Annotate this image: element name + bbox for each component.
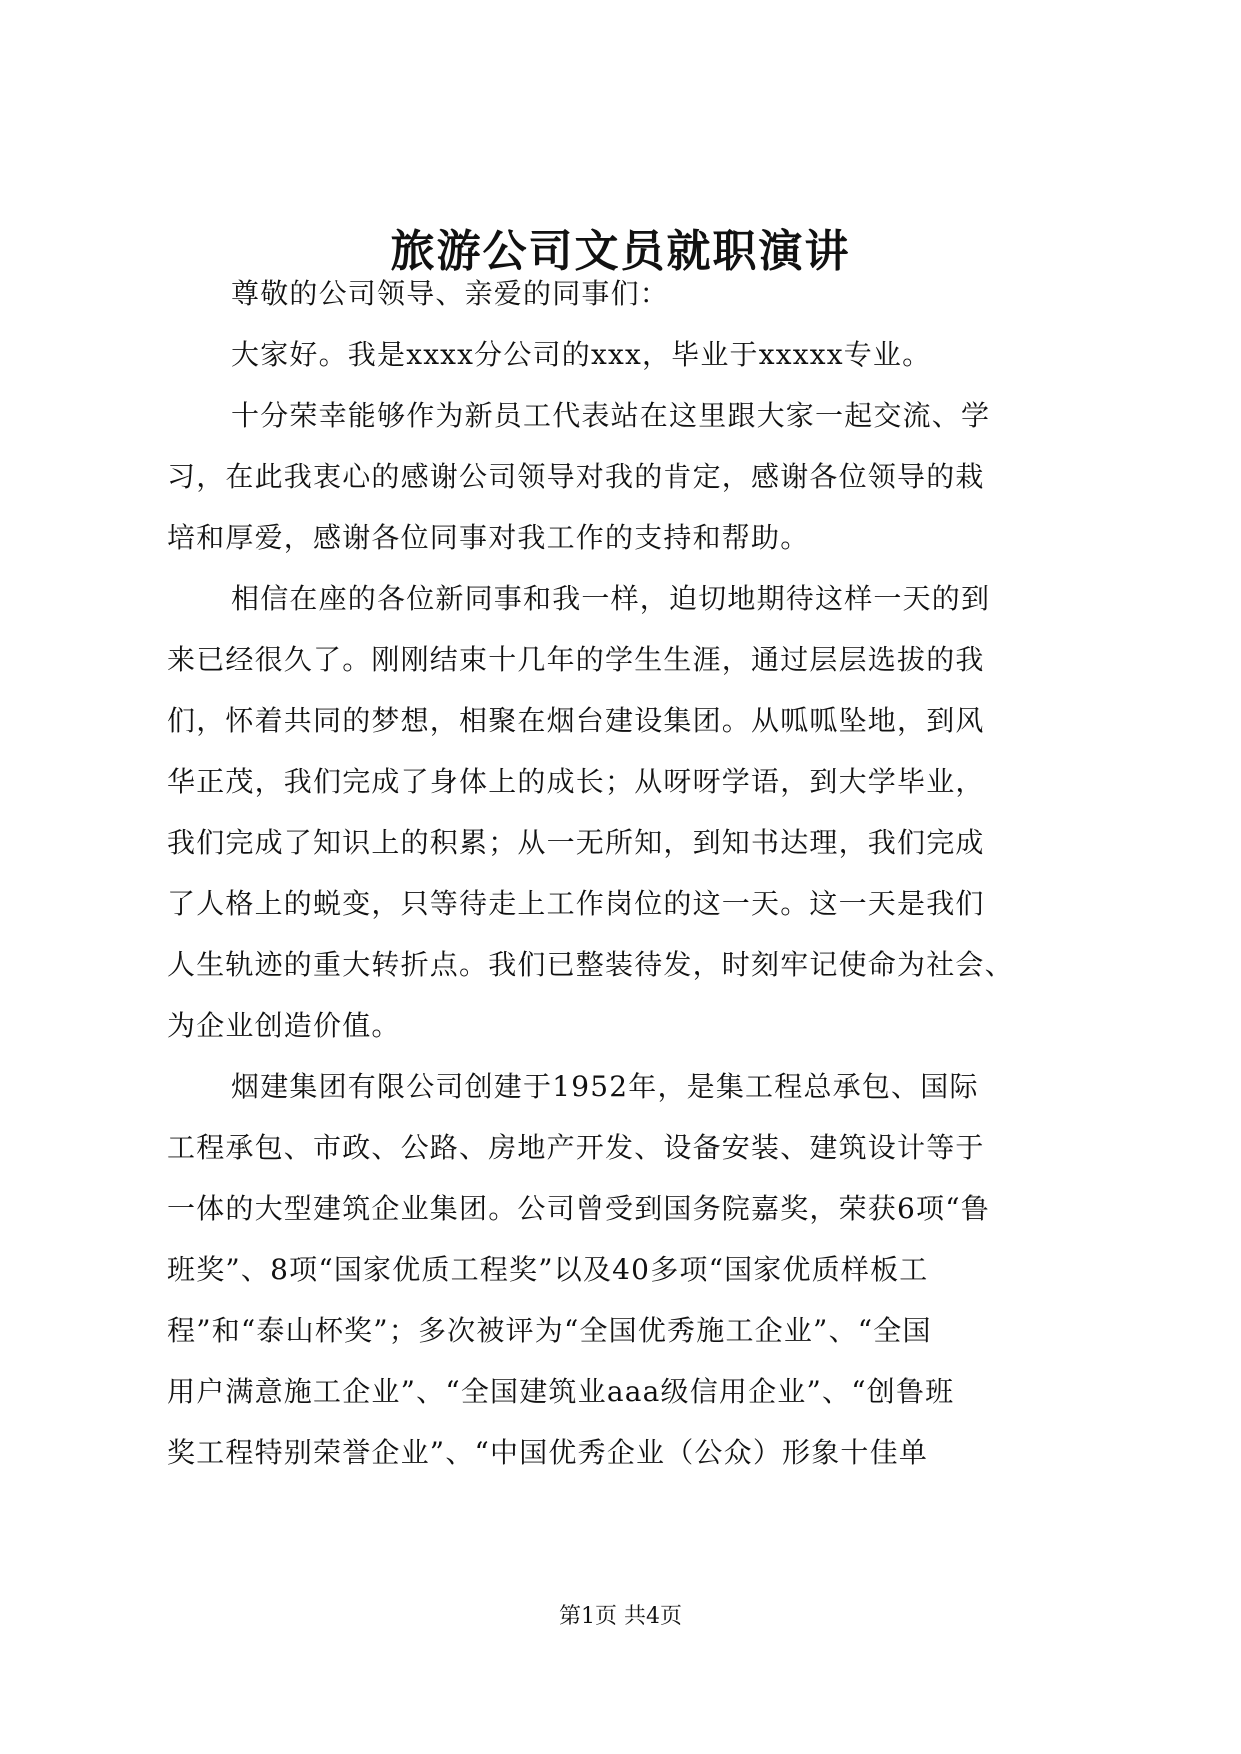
text-line: 大家好。我是xxxx分公司的xxx，毕业于xxxxx专业。: [231, 338, 932, 371]
text-line: 培和厚爱，感谢各位同事对我工作的支持和帮助。: [167, 521, 810, 554]
text-line: 一体的大型建筑企业集团。公司曾受到国务院嘉奖，荣获6项“鲁: [167, 1192, 990, 1225]
text-line: 为企业创造价值。: [167, 1009, 401, 1042]
text-line: 习，在此我衷心的感谢公司领导对我的肯定，感谢各位领导的栽: [167, 460, 985, 493]
text-line: 用户满意施工企业”、“全国建筑业aaa级信用企业”、“创鲁班: [167, 1375, 955, 1408]
text-line: 工程承包、市政、公路、房地产开发、设备安装、建筑设计等于: [167, 1131, 985, 1164]
text-line: 人生轨迹的重大转折点。我们已整装待发，时刻牢记使命为社会、: [167, 948, 1014, 981]
text-line: 相信在座的各位新同事和我一样，迫切地期待这样一天的到: [231, 582, 991, 615]
text-line: 程”和“泰山杯奖”；多次被评为“全国优秀施工企业”、“全国: [167, 1314, 932, 1347]
text-line: 奖工程特别荣誉企业”、“中国优秀企业（公众）形象十佳单: [167, 1436, 929, 1469]
text-line: 烟建集团有限公司创建于1952年，是集工程总承包、国际: [231, 1070, 979, 1103]
text-line: 尊敬的公司领导、亲爱的同事们：: [231, 277, 670, 310]
text-line: 华正茂，我们完成了身体上的成长；从呀呀学语，到大学毕业，: [167, 765, 985, 798]
page-footer: 第1页 共4页: [559, 1604, 682, 1629]
text-line: 们，怀着共同的梦想，相聚在烟台建设集团。从呱呱坠地，到风: [167, 704, 985, 737]
text-line: 了人格上的蜕变，只等待走上工作岗位的这一天。这一天是我们: [167, 887, 985, 920]
text-line: 班奖”、8项“国家优质工程奖”以及40多项“国家优质样板工: [167, 1253, 929, 1286]
text-line: 十分荣幸能够作为新员工代表站在这里跟大家一起交流、学: [231, 399, 991, 432]
text-line: 来已经很久了。刚刚结束十几年的学生生涯，通过层层选拔的我: [167, 643, 985, 676]
document-title: 旅游公司文员就职演讲: [390, 226, 851, 277]
document-body: [167, 263, 1077, 1483]
text-line: 我们完成了知识上的积累；从一无所知，到知书达理，我们完成: [167, 826, 985, 859]
